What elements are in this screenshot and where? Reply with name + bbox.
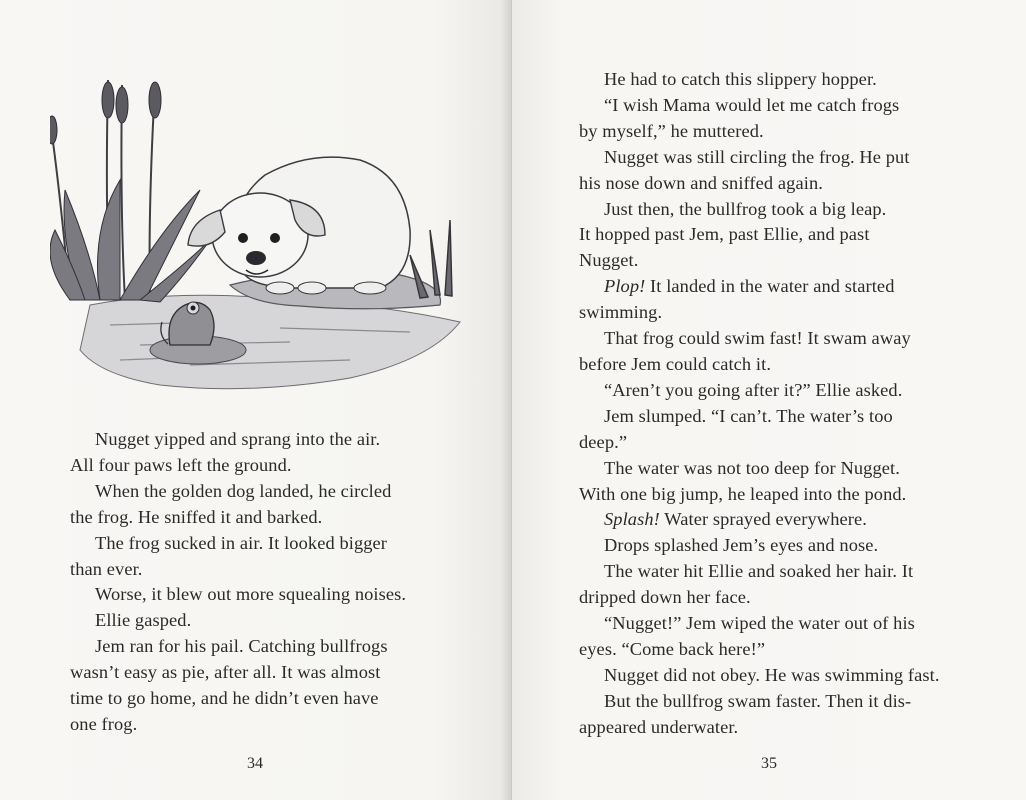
text-line: than ever. [70, 558, 143, 579]
text-line: Nugget. [579, 250, 639, 271]
text-line: eyes. “Come back here!” [579, 638, 766, 659]
text-line: Just then, the bullfrog took a big leap. [604, 198, 887, 219]
text-line: When the golden dog landed, he circled [95, 480, 392, 501]
text-line: “Aren’t you going after it?” Ellie asked. [604, 379, 903, 400]
right-page-text [579, 67, 969, 741]
left-page [0, 0, 510, 800]
page-number-left: 34 [247, 755, 263, 772]
text-line: wasn’t easy as pie, after all. It was almost [70, 662, 381, 683]
page-number-right: 35 [761, 755, 777, 772]
text-fragment: It landed in the water and started [645, 276, 895, 297]
text-line: appeared underwater. [579, 716, 739, 737]
puppy-frog-pond-illustration [50, 60, 470, 400]
text-line: before Jem could catch it. [579, 353, 772, 374]
text-line: All four paws left the ground. [70, 454, 292, 475]
left-page-text [70, 427, 450, 738]
text-line: deep.” [579, 431, 628, 452]
text-line: “I wish Mama would let me catch frogs [604, 94, 900, 115]
text-line: With one big jump, he leaped into the pond. [579, 483, 907, 504]
text-line: by myself,” he muttered. [579, 120, 764, 141]
text-line: The water was not too deep for Nugget. [604, 457, 900, 478]
text-line: Worse, it blew out more squealing noises. [95, 584, 407, 605]
text-line: time to go home, and he didn’t even have [70, 688, 379, 709]
text-line: swimming. [579, 302, 663, 323]
text-line: Drops splashed Jem’s eyes and nose. [604, 535, 879, 556]
text-line: “Nugget!” Jem wiped the water out of his [604, 613, 915, 634]
italic-plop: Plop! [604, 276, 646, 297]
text-line: Nugget did not obey. He was swimming fast. [604, 664, 940, 685]
text-line: But the bullfrog swam faster. Then it dis- [604, 690, 912, 711]
text-line [579, 274, 969, 300]
text-line: That frog could swim fast! It swam away [604, 328, 911, 349]
text-line: dripped down her face. [579, 587, 751, 608]
text-line: one frog. [70, 713, 138, 734]
text-line: Nugget was still circling the frog. He put [604, 146, 910, 167]
text-line: his nose down and sniffed again. [579, 172, 823, 193]
text-line: Jem slumped. “I can’t. The water’s too [604, 405, 893, 426]
text-line: It hopped past Jem, past Ellie, and past [579, 224, 870, 245]
text-line: The frog sucked in air. It looked bigger [95, 532, 388, 553]
text-fragment: Water sprayed everywhere. [659, 509, 867, 530]
text-line: the frog. He sniffed it and barked. [70, 506, 323, 527]
text-line: The water hit Ellie and soaked her hair. It [604, 561, 914, 582]
text-line: He had to catch this slippery hopper. [604, 69, 877, 89]
italic-splash: Splash! [604, 509, 660, 530]
text-line [579, 507, 969, 533]
text-line: Nugget yipped and sprang into the air. [95, 429, 381, 449]
text-line: Jem ran for his pail. Catching bullfrogs [95, 636, 388, 657]
text-line: Ellie gasped. [95, 610, 192, 631]
